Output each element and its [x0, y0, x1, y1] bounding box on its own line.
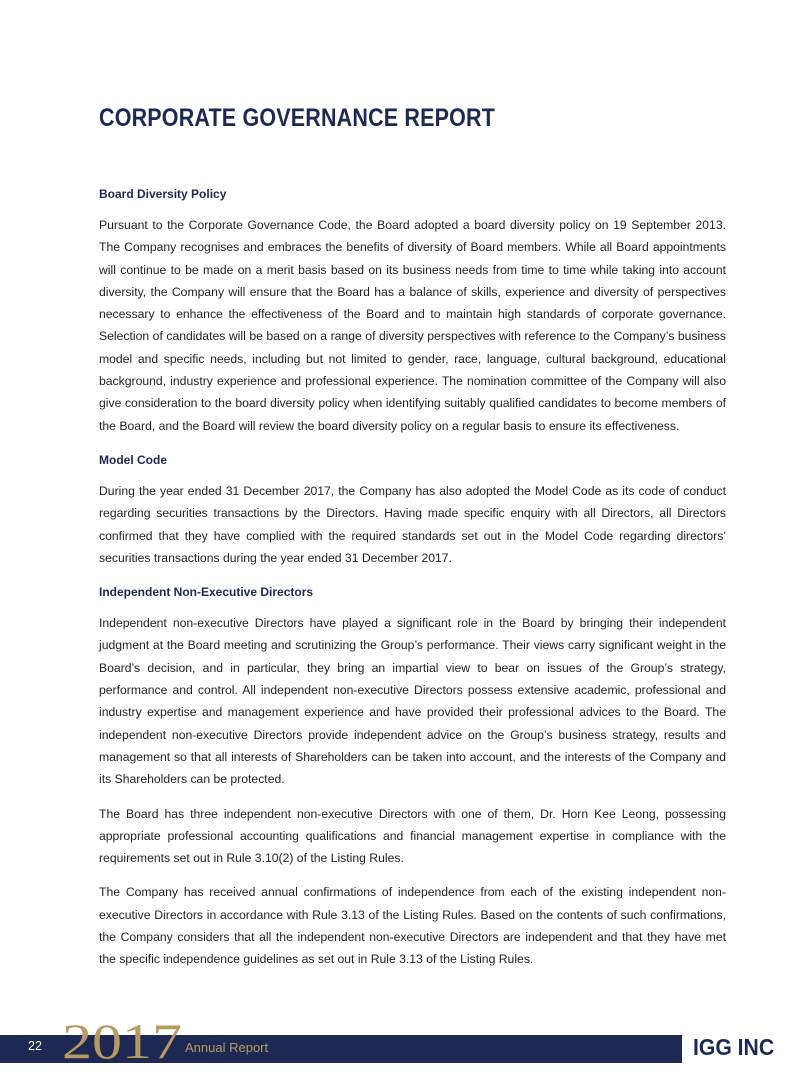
section-heading-model-code: Model Code — [99, 452, 167, 467]
paragraph-model-code: During the year ended 31 December 2017, the Company has also adopted the Model Code as its code of conduct regarding securities transactions by the Directors. Having made specific enquiry with all Directors, all Directors confirmed that they have complied with the required standards set out in the Model Code regarding directors’ securities transactions during the year ended 31 December 2017. — [99, 483, 726, 565]
company-logo: IGG INC — [693, 1034, 775, 1060]
page-title: CORPORATE GOVERNANCE REPORT — [99, 104, 496, 132]
annual-report-label: Annual Report — [185, 1040, 269, 1055]
paragraph-board-diversity: Pursuant to the Corporate Governance Code, the Board adopted a board diversity policy on 19 September 2013. The Company recognises and embraces the benefits of diversity of Board members. While all Board appointments will continue to be made on a merit basis based on its business needs from time to time while taking into account diversity, the Company will ensure that the Board has a balance of skills, experience and diversity of perspectives necessary to enhance the effectiveness of the Board and to maintain high standards of corporate governance. Selection of candidates will be based on a range of diversity perspectives with reference to the Company’s business model and specific needs, including but not limited to gender, race, language, cultural background, educational background, industry experience and professional experience. The nomination committee of the Company will also give consideration to the board diversity policy when identifying suitably qualified candidates to become members of the Board, and the Board will review the board diversity policy on a regular basis to ensure its effectiveness. — [99, 218, 726, 433]
chevron-right-icon — [662, 1033, 684, 1065]
paragraph-independent-directors-3: The Company has received annual confirmations of independence from each of the existing independent non-executive Directors in accordance with Rule 3.13 of the Listing Rules. Based on the contents of such confirmations, the Company considers that all the independent non-executive Directors are independent and that they have met the specific independence guidelines as set out in Rule 3.13 of the Listing Rules. — [99, 885, 726, 967]
report-body — [99, 186, 726, 971]
paragraph-independent-directors-1: Independent non-executive Directors have played a significant role in the Board by bringing their independent judgment at the Board meeting and scrutinizing the Group’s performance. Their views carry significant weight in the Board’s decision, and in particular, they bring an impartial view to bear on issues of the Group’s strategy, performance and control. All independent non-executive Directors possess extensive academic, professional and industry expertise and management experience and have provided their professional advices to the Board. The independent non-executive Directors provide independent advice on the Group’s business strategy, results and management so that all interests of Shareholders can be taken into account, and the interests of the Company and its Shareholders can be protected. — [99, 616, 726, 787]
paragraph-independent-directors-2: The Board has three independent non-executive Directors with one of them, Dr. Horn Kee Leong, possessing appropriate professional accounting qualifications and financial management expertise in compliance with the requirements set out in Rule 3.10(2) of the Listing Rules. — [99, 806, 726, 866]
section-heading-board-diversity: Board Diversity Policy — [99, 187, 227, 201]
year-2017-logo — [62, 1014, 184, 1064]
page-number: 22 — [28, 1039, 42, 1053]
section-heading-independent-directors: Independent Non-Executive Directors — [99, 585, 314, 600]
year-2017-text: 2017 — [62, 1014, 182, 1064]
